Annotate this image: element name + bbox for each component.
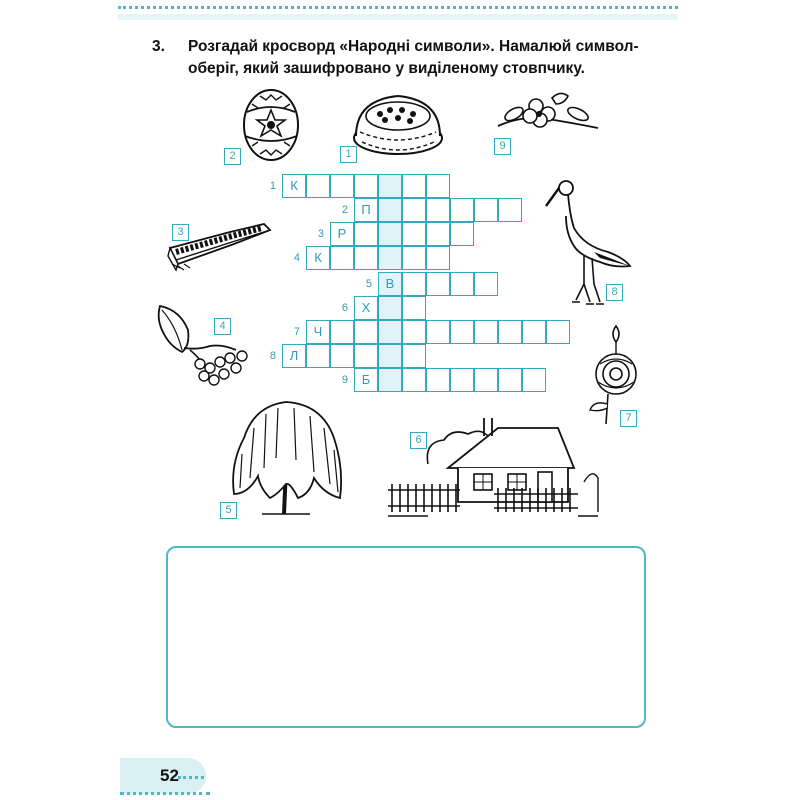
- barvinok-illustration: [494, 84, 602, 142]
- crossword-cell[interactable]: [402, 272, 426, 296]
- crossword-cell[interactable]: [474, 320, 498, 344]
- row-number: 8: [269, 350, 276, 362]
- drawing-answer-box[interactable]: [166, 546, 646, 728]
- crossword-cell[interactable]: Б: [354, 368, 378, 392]
- flower-illustration: [580, 324, 652, 426]
- row-number: 2: [341, 204, 348, 216]
- pysanka-illustration: [238, 84, 304, 164]
- crossword-cell[interactable]: [450, 222, 474, 246]
- picture-label-2: 2: [224, 148, 241, 165]
- crossword-cell[interactable]: [354, 246, 378, 270]
- crossword-cell-highlighted[interactable]: [378, 222, 402, 246]
- crossword-cell[interactable]: [330, 344, 354, 368]
- crossword-cell[interactable]: [474, 272, 498, 296]
- crossword-cell[interactable]: [354, 174, 378, 198]
- crossword-cell[interactable]: [522, 368, 546, 392]
- crossword-cell-highlighted[interactable]: [378, 344, 402, 368]
- crossword-cell-highlighted[interactable]: [378, 198, 402, 222]
- crossword-cell[interactable]: [450, 272, 474, 296]
- crossword-cell[interactable]: Ч: [306, 320, 330, 344]
- crossword-cell[interactable]: [450, 198, 474, 222]
- crossword-cell-highlighted[interactable]: [378, 296, 402, 320]
- crossword-cell[interactable]: [498, 198, 522, 222]
- crossword-cell[interactable]: [402, 174, 426, 198]
- row-number: 5: [365, 278, 372, 290]
- khata-illustration: [388, 412, 600, 520]
- crossword-cell[interactable]: [426, 368, 450, 392]
- crossword-cell-highlighted[interactable]: [378, 320, 402, 344]
- page-number: 52: [160, 766, 179, 785]
- crossword-cell[interactable]: [426, 246, 450, 270]
- crossword-cell[interactable]: Л: [282, 344, 306, 368]
- picture-label-7: 7: [620, 410, 637, 427]
- crossword-cell[interactable]: [450, 368, 474, 392]
- rushnyk-illustration: [164, 214, 274, 272]
- crossword-cell[interactable]: Р: [330, 222, 354, 246]
- crossword-cell[interactable]: [426, 272, 450, 296]
- crossword-cell[interactable]: К: [306, 246, 330, 270]
- crossword-cell[interactable]: [354, 344, 378, 368]
- crossword-cell[interactable]: [402, 368, 426, 392]
- crossword-cell[interactable]: [522, 320, 546, 344]
- page-number-dots: [178, 776, 204, 779]
- picture-label-4: 4: [214, 318, 231, 335]
- crossword-cell[interactable]: [330, 320, 354, 344]
- crossword-cell[interactable]: [354, 222, 378, 246]
- crossword-cell[interactable]: [426, 320, 450, 344]
- crossword-cell[interactable]: [498, 368, 522, 392]
- task-number: 3.: [152, 38, 165, 55]
- crossword-cell[interactable]: Х: [354, 296, 378, 320]
- picture-label-8: 8: [606, 284, 623, 301]
- row-number: 9: [341, 374, 348, 386]
- picture-label-9: 9: [494, 138, 511, 155]
- picture-label-5: 5: [220, 502, 237, 519]
- korovai-illustration: [350, 86, 446, 160]
- crossword-cell[interactable]: [426, 222, 450, 246]
- crossword-cell[interactable]: П: [354, 198, 378, 222]
- bottom-dotted-border: [120, 792, 210, 795]
- crossword-cell[interactable]: [426, 174, 450, 198]
- picture-label-3: 3: [172, 224, 189, 241]
- crossword-cell[interactable]: [402, 246, 426, 270]
- crossword-cell[interactable]: [306, 174, 330, 198]
- crossword-cell[interactable]: [402, 344, 426, 368]
- picture-label-1: 1: [340, 146, 357, 163]
- crossword-cell[interactable]: [426, 198, 450, 222]
- row-number: 4: [293, 252, 300, 264]
- row-number: 1: [269, 180, 276, 192]
- crossword-cell[interactable]: [330, 174, 354, 198]
- crossword-cell[interactable]: [498, 320, 522, 344]
- crossword-cell-highlighted[interactable]: [378, 174, 402, 198]
- crossword-cell-highlighted[interactable]: В: [378, 272, 402, 296]
- crossword-cell-highlighted[interactable]: [378, 246, 402, 270]
- row-number: 3: [317, 228, 324, 240]
- row-number: 7: [293, 326, 300, 338]
- crossword-cell-highlighted[interactable]: [378, 368, 402, 392]
- task-text: Розгадай кросворд «Народні символи». Намалюй символ-оберіг, який зашифровано у виділеному стовпчику.: [188, 38, 639, 77]
- row-number: 6: [341, 302, 348, 314]
- crossword-cell[interactable]: [450, 320, 474, 344]
- crossword-cell[interactable]: [402, 222, 426, 246]
- crossword-cell[interactable]: [402, 296, 426, 320]
- crossword-cell[interactable]: [354, 320, 378, 344]
- crossword-cell[interactable]: [474, 198, 498, 222]
- crossword-cell[interactable]: [402, 198, 426, 222]
- crossword-cell[interactable]: [330, 246, 354, 270]
- crossword-cell[interactable]: [402, 320, 426, 344]
- picture-label-6: 6: [410, 432, 427, 449]
- kalyna-illustration: [150, 300, 254, 390]
- crossword-cell[interactable]: [306, 344, 330, 368]
- crossword-cell[interactable]: К: [282, 174, 306, 198]
- top-band: [118, 14, 678, 20]
- crossword-cell[interactable]: [474, 368, 498, 392]
- crossword-cell[interactable]: [546, 320, 570, 344]
- verba-illustration: [214, 398, 360, 516]
